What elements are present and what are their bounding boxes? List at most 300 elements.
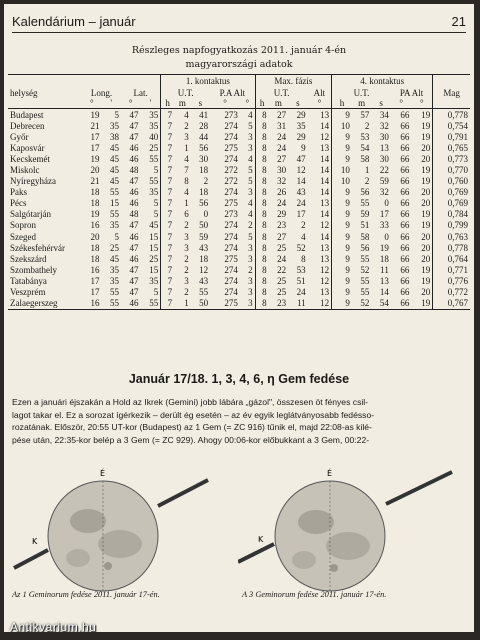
moon-diagram-left bbox=[8, 466, 232, 594]
table-cell: 3 bbox=[184, 275, 189, 286]
table-cell: 27 bbox=[277, 153, 287, 164]
table-cell: 20 bbox=[421, 142, 431, 153]
sub-header-ut-4: U.T. bbox=[332, 87, 391, 98]
table-cell: 7 bbox=[161, 187, 174, 198]
table-cell: 35 bbox=[109, 264, 119, 275]
table-row bbox=[8, 153, 470, 164]
table-cell: 0,772 bbox=[433, 287, 470, 298]
table-cell: 10 bbox=[332, 164, 352, 175]
table-cell: 48 bbox=[129, 165, 139, 176]
table-cell: 46 bbox=[129, 153, 139, 164]
unit-deg: ° bbox=[121, 98, 140, 109]
table-row bbox=[8, 131, 470, 142]
table-cell: 55 bbox=[109, 187, 119, 198]
unit-deg: ° bbox=[240, 98, 255, 109]
moon-mare bbox=[298, 510, 334, 534]
table-row bbox=[8, 287, 470, 298]
table-cell: 66 bbox=[400, 120, 410, 131]
table-cell: 7 bbox=[161, 164, 174, 175]
table-cell: 0,770 bbox=[433, 164, 470, 175]
table-cell: 18 bbox=[90, 242, 100, 253]
table-cell: 19 bbox=[421, 220, 431, 231]
table-cell: 24 bbox=[296, 198, 306, 209]
table-cell: 8 bbox=[184, 176, 189, 187]
table-cell: 20 bbox=[421, 242, 431, 253]
table-cell: 46 bbox=[129, 231, 139, 242]
table-cell: 32 bbox=[277, 176, 287, 187]
table-cell: 25 bbox=[277, 242, 287, 253]
table-cell: 4 bbox=[301, 231, 306, 242]
table-cell: 13 bbox=[320, 287, 330, 298]
table-cell: 5 bbox=[114, 231, 119, 242]
table-row bbox=[8, 220, 470, 231]
table-cell: 3 bbox=[248, 187, 253, 198]
sub-header-pa-alt-4: PA Alt bbox=[399, 87, 424, 98]
col-header-long: Long. bbox=[90, 87, 113, 98]
table-cell: 24 bbox=[277, 253, 287, 264]
table-cell: 13 bbox=[320, 198, 330, 209]
moon-crater bbox=[104, 562, 112, 570]
table-cell: 5 bbox=[248, 231, 253, 242]
paragraph-line: lagot takar el. Ez a sorozat ígérkezik – derült ég esetén – az év egyik leglátványosabb fedésso- bbox=[12, 409, 375, 420]
table-cell: 2 bbox=[184, 264, 189, 275]
table-cell: 55 bbox=[199, 287, 209, 298]
table-cell: 17 bbox=[90, 142, 100, 153]
table-cell: 14 bbox=[296, 176, 306, 187]
table-cell: 66 bbox=[400, 231, 410, 242]
table-cell: 55 bbox=[149, 153, 159, 164]
table-cell: 0,769 bbox=[433, 187, 470, 198]
table-cell: 12 bbox=[199, 264, 209, 275]
page-number: 21 bbox=[451, 14, 466, 29]
table-cell: 23 bbox=[269, 298, 288, 310]
unit-deg: ° bbox=[82, 98, 101, 109]
unit-h: h bbox=[332, 98, 352, 109]
table-cell: 9 bbox=[332, 142, 352, 153]
watermark: Antikvarium.hu bbox=[10, 620, 97, 632]
north-label: É bbox=[327, 469, 333, 478]
table-cell: 3 bbox=[248, 131, 253, 142]
table-cell: 13 bbox=[379, 142, 389, 153]
table-cell: 47 bbox=[129, 275, 139, 286]
table-cell: 9 bbox=[332, 242, 352, 253]
table-cell: 0,771 bbox=[433, 264, 470, 275]
table-cell: 0,778 bbox=[433, 109, 470, 121]
table-cell: 3 bbox=[248, 242, 253, 253]
group-header-fourth-contact: 4. kontaktus bbox=[332, 75, 433, 88]
table-cell: 35 bbox=[149, 120, 159, 131]
table-cell: 9 bbox=[332, 153, 352, 164]
table-cell: 8 bbox=[255, 264, 268, 275]
table-cell: 43 bbox=[199, 275, 209, 286]
table-cell: 8 bbox=[255, 298, 268, 310]
table-cell: 20 bbox=[421, 198, 431, 209]
table-cell-place: Debrecen bbox=[10, 120, 45, 131]
figure-caption-left: Az 1 Geminorum fedése 2011. január 17-én. bbox=[12, 590, 160, 599]
sub-header-ut-max: U.T. bbox=[255, 87, 307, 98]
table-cell: 7 bbox=[161, 287, 174, 298]
table-cell: 3 bbox=[248, 142, 253, 153]
table-cell: 2 bbox=[248, 264, 253, 275]
table-cell: 32 bbox=[379, 120, 389, 131]
table-row bbox=[8, 209, 470, 220]
moon-mare bbox=[70, 509, 106, 533]
table-cell: 40 bbox=[149, 131, 159, 142]
table-cell: 35 bbox=[109, 220, 119, 231]
table-cell: 273 bbox=[224, 209, 238, 220]
table-cell: 8 bbox=[255, 231, 268, 242]
table-cell: 13 bbox=[320, 109, 330, 120]
table-cell: 20 bbox=[421, 253, 431, 264]
table-cell-place: Szeged bbox=[10, 231, 36, 242]
table-cell: 25 bbox=[277, 275, 287, 286]
table-cell: 272 bbox=[224, 165, 238, 176]
table-cell: 275 bbox=[210, 298, 240, 310]
table-cell: 14 bbox=[320, 187, 330, 198]
table-cell: 57 bbox=[360, 109, 370, 120]
table-cell: 7 bbox=[161, 264, 174, 275]
col-header-helyseg: helység bbox=[10, 87, 38, 98]
table-cell: 55 bbox=[109, 287, 119, 298]
table-cell: 0,773 bbox=[433, 153, 470, 164]
unit-deg: ° bbox=[411, 98, 432, 109]
north-label: É bbox=[100, 469, 106, 478]
unit-min: ' bbox=[101, 98, 120, 109]
table-cell: 66 bbox=[400, 275, 410, 286]
table-cell: 8 bbox=[255, 176, 268, 187]
table-unit-row bbox=[8, 98, 470, 109]
table-cell: 2 bbox=[184, 120, 189, 131]
table-row bbox=[8, 109, 470, 121]
table-cell: 8 bbox=[255, 142, 268, 153]
table-cell: 7 bbox=[161, 298, 174, 310]
table-cell: 21 bbox=[90, 120, 100, 131]
table-cell: 14 bbox=[320, 120, 330, 131]
table-cell: 274 bbox=[224, 242, 238, 253]
table-cell: 16 bbox=[90, 220, 100, 231]
table-row bbox=[8, 275, 470, 286]
table-cell: 19 bbox=[421, 131, 431, 142]
section-paragraph bbox=[12, 396, 466, 446]
table-cell: 3 bbox=[184, 242, 189, 253]
table-cell: 55 bbox=[360, 253, 370, 264]
table-cell: 4 bbox=[184, 187, 189, 198]
unit-deg: ° bbox=[308, 98, 332, 109]
table-cell: 55 bbox=[360, 275, 370, 286]
table-cell: 13 bbox=[320, 242, 330, 253]
table-cell: 29 bbox=[296, 109, 306, 120]
moon-mare bbox=[292, 551, 316, 569]
unit-s: s bbox=[288, 98, 307, 109]
table-cell: 9 bbox=[332, 187, 352, 198]
table-cell: 19 bbox=[411, 298, 432, 310]
table-cell-place: Pécs bbox=[10, 198, 27, 209]
table-row bbox=[8, 142, 470, 153]
table-cell: 0,776 bbox=[433, 275, 470, 286]
table-cell: 47 bbox=[129, 220, 139, 231]
table-cell: 0,778 bbox=[433, 242, 470, 253]
table-cell: 22 bbox=[277, 264, 287, 275]
table-cell: 17 bbox=[90, 287, 100, 298]
table-cell: 46 bbox=[129, 187, 139, 198]
table-cell: 9 bbox=[332, 131, 352, 142]
table-cell: 54 bbox=[371, 298, 390, 310]
table-cell: 47 bbox=[296, 153, 306, 164]
table-cell: 2 bbox=[364, 120, 370, 131]
table-cell: 19 bbox=[421, 109, 431, 120]
table-cell: 10 bbox=[332, 120, 352, 131]
unit-h: h bbox=[161, 98, 174, 109]
table-cell: 18 bbox=[199, 165, 209, 176]
table-cell: 0 bbox=[203, 209, 209, 220]
table-cell: 44 bbox=[199, 131, 209, 142]
table-cell: 275 bbox=[224, 142, 238, 153]
table-caption bbox=[4, 44, 474, 72]
figure-3-gem-occultation bbox=[238, 466, 462, 606]
col-header-lat: Lat. bbox=[133, 87, 148, 98]
table-cell: 12 bbox=[320, 275, 330, 286]
table-cell: 55 bbox=[149, 176, 159, 187]
table-cell: 20 bbox=[421, 287, 431, 298]
table-cell: 66 bbox=[400, 153, 410, 164]
table-cell: 7 bbox=[161, 209, 174, 220]
table-cell: 18 bbox=[90, 198, 100, 209]
table-cell: 30 bbox=[277, 165, 287, 176]
table-body bbox=[8, 109, 470, 310]
table-cell: 19 bbox=[421, 264, 431, 275]
table-cell-place: Nyíregyháza bbox=[10, 176, 56, 187]
table-cell: 19 bbox=[421, 275, 431, 286]
unit-s: s bbox=[191, 98, 210, 109]
table-cell: 4 bbox=[248, 109, 253, 120]
table-cell: 11 bbox=[288, 298, 307, 310]
table-row bbox=[8, 231, 470, 242]
table-cell: 7 bbox=[161, 176, 174, 187]
table-cell: 1 bbox=[364, 165, 370, 176]
table-cell: 8 bbox=[255, 275, 268, 286]
table-cell: 14 bbox=[320, 231, 330, 242]
table-cell: 35 bbox=[109, 275, 119, 286]
table-cell: 59 bbox=[360, 209, 370, 220]
table-cell: 59 bbox=[379, 176, 389, 187]
moon-mare bbox=[66, 549, 90, 567]
table-cell: 45 bbox=[109, 176, 119, 187]
table-group-header-row bbox=[8, 75, 470, 88]
table-cell: 24 bbox=[277, 142, 287, 153]
table-cell: 9 bbox=[332, 275, 352, 286]
table-cell: 55 bbox=[360, 287, 370, 298]
table-cell: 0,799 bbox=[433, 220, 470, 231]
table-cell: 0,791 bbox=[433, 131, 470, 142]
table-cell-place: Budapest bbox=[10, 109, 44, 120]
table-cell: 12 bbox=[320, 220, 330, 231]
star-track-line bbox=[14, 550, 48, 568]
table-cell: 275 bbox=[224, 253, 238, 264]
table-cell: 25 bbox=[149, 142, 159, 153]
sub-header-pa-alt-1: P.A Alt bbox=[219, 87, 246, 98]
table-cell: 47 bbox=[129, 120, 139, 131]
table-cell: 1 bbox=[184, 142, 189, 153]
table-cell-place: Veszprém bbox=[10, 287, 46, 298]
table-cell: 51 bbox=[296, 275, 306, 286]
table-cell: 18 bbox=[90, 187, 100, 198]
table-cell: 273 bbox=[224, 109, 238, 120]
table-cell: 14 bbox=[379, 287, 389, 298]
table-cell: 3 bbox=[240, 298, 255, 310]
table-cell: 20 bbox=[421, 153, 431, 164]
table-cell: 19 bbox=[90, 153, 100, 164]
table-cell: 0,760 bbox=[433, 176, 470, 187]
table-cell: 9 bbox=[332, 231, 352, 242]
group-header-first-contact: 1. kontaktus bbox=[161, 75, 255, 88]
table-cell: 13 bbox=[379, 275, 389, 286]
table-cell: 24 bbox=[277, 198, 287, 209]
table-cell: 35 bbox=[149, 187, 159, 198]
table-cell: 8 bbox=[255, 164, 268, 175]
table-cell: 10 bbox=[332, 176, 352, 187]
table-cell: 7 bbox=[161, 120, 174, 131]
table-cell: 20 bbox=[421, 231, 431, 242]
table-cell: 7 bbox=[161, 142, 174, 153]
table-cell: 66 bbox=[400, 131, 410, 142]
running-head bbox=[12, 12, 466, 33]
table-cell: 55 bbox=[360, 198, 370, 209]
unit-min: ' bbox=[140, 98, 160, 109]
table-cell: 9 bbox=[332, 264, 352, 275]
eclipse-table bbox=[8, 74, 470, 310]
table-cell: 2 bbox=[184, 220, 189, 231]
table-caption-line-1: Részleges napfogyatkozás 2011. január 4-én bbox=[131, 45, 347, 56]
table-cell: 47 bbox=[129, 264, 139, 275]
table-cell: 66 bbox=[400, 264, 410, 275]
table-cell: 45 bbox=[109, 153, 119, 164]
east-label: K bbox=[258, 535, 264, 544]
table-cell: 47 bbox=[129, 287, 139, 298]
table-cell: 7 bbox=[161, 153, 174, 164]
table-cell: 66 bbox=[400, 198, 410, 209]
table-cell: 56 bbox=[199, 198, 209, 209]
table-cell: 6 bbox=[184, 209, 189, 220]
group-header-max-phase: Max. fázis bbox=[255, 75, 331, 88]
table-cell: 12 bbox=[320, 264, 330, 275]
table-cell: 19 bbox=[421, 165, 431, 176]
table-row bbox=[8, 242, 470, 253]
moon-crater bbox=[330, 564, 338, 572]
table-cell-place: Paks bbox=[10, 187, 28, 198]
table-cell: 4 bbox=[248, 153, 253, 164]
table-cell: 7 bbox=[161, 220, 174, 231]
table-cell: 59 bbox=[199, 231, 209, 242]
table-cell: 20 bbox=[90, 231, 100, 242]
table-cell: 25 bbox=[277, 287, 287, 298]
table-cell: 53 bbox=[296, 264, 306, 275]
table-cell: 12 bbox=[320, 131, 330, 142]
table-cell: 0,784 bbox=[433, 209, 470, 220]
table-cell: 45 bbox=[109, 142, 119, 153]
table-cell: 5 bbox=[114, 109, 119, 120]
table-cell: 66 bbox=[400, 142, 410, 153]
table-cell: 7 bbox=[161, 231, 174, 242]
table-caption-line-2: magyarországi adatok bbox=[185, 59, 293, 70]
figure-caption-right: A 3 Geminorum fedése 2011. január 17-én. bbox=[242, 590, 387, 599]
table-cell: 7 bbox=[161, 275, 174, 286]
star-track-line bbox=[158, 480, 208, 506]
paragraph-line: rozatának. Először, 20:55 UT-kor (Budapest) az 1 Gem (= ZC 916) tűnik el, majd 22:08-as kilé- bbox=[12, 422, 372, 433]
table-cell: 20 bbox=[90, 165, 100, 176]
table-cell: 35 bbox=[109, 120, 119, 131]
table-cell: 7 bbox=[161, 198, 174, 209]
table-cell: 0,767 bbox=[433, 298, 470, 310]
table-cell: 2 bbox=[364, 176, 370, 187]
table-cell: 47 bbox=[129, 109, 139, 120]
table-cell-place: Kecskemét bbox=[10, 153, 50, 164]
table-row bbox=[8, 264, 470, 275]
table-cell: 47 bbox=[129, 176, 139, 187]
table-cell: 47 bbox=[129, 242, 139, 253]
book-page bbox=[4, 4, 474, 632]
table-cell: 9 bbox=[332, 220, 352, 231]
table-cell: 17 bbox=[379, 209, 389, 220]
table-cell: 55 bbox=[140, 298, 160, 310]
table-cell: 275 bbox=[224, 198, 238, 209]
table-cell: 12 bbox=[296, 165, 306, 176]
table-cell: 45 bbox=[149, 220, 159, 231]
table-cell: 15 bbox=[149, 242, 159, 253]
sub-header-ut-1: U.T. bbox=[161, 87, 210, 98]
table-cell: 66 bbox=[400, 109, 410, 120]
table-cell: 48 bbox=[129, 209, 139, 220]
table-cell: 9 bbox=[332, 253, 352, 264]
table-cell: 43 bbox=[296, 187, 306, 198]
table-cell: 30 bbox=[199, 153, 209, 164]
table-row bbox=[8, 176, 470, 187]
table-cell: 17 bbox=[90, 275, 100, 286]
table-cell: 30 bbox=[379, 153, 389, 164]
table-cell: 66 bbox=[400, 187, 410, 198]
table-cell: 27 bbox=[277, 109, 287, 120]
table-cell: 66 bbox=[400, 220, 410, 231]
table-cell: 24 bbox=[277, 131, 287, 142]
moon-mare bbox=[98, 530, 142, 558]
table-cell: 8 bbox=[255, 209, 268, 220]
table-cell: 43 bbox=[199, 242, 209, 253]
moon-diagram-right bbox=[238, 466, 462, 594]
table-cell: 23 bbox=[277, 220, 287, 231]
table-cell: 15 bbox=[109, 198, 119, 209]
table-cell: 15 bbox=[149, 231, 159, 242]
table-cell: 5 bbox=[153, 198, 159, 209]
table-cell: 19 bbox=[379, 242, 389, 253]
table-cell: 19 bbox=[90, 209, 100, 220]
table-cell-place: Miskolc bbox=[10, 165, 40, 176]
table-cell: 56 bbox=[199, 142, 209, 153]
paragraph-line: Ezen a januári éjszakán a Hold az Ikrek (Gemini) jobb lábára „gázol", összesen öt fényes csil- bbox=[12, 397, 369, 407]
table-cell: 0 bbox=[384, 231, 389, 242]
table-cell: 3 bbox=[248, 275, 253, 286]
table-cell: 9 bbox=[332, 109, 352, 121]
table-cell: 3 bbox=[184, 231, 189, 242]
table-cell: 0,754 bbox=[433, 120, 470, 131]
table-cell: 18 bbox=[199, 187, 209, 198]
table-cell: 5 bbox=[248, 165, 253, 176]
table-cell: 52 bbox=[296, 242, 306, 253]
table-cell: 14 bbox=[320, 165, 330, 176]
table-cell: 4 bbox=[184, 153, 189, 164]
table-cell: 19 bbox=[421, 176, 431, 187]
table-cell: 8 bbox=[255, 198, 268, 209]
table-cell: 17 bbox=[296, 209, 306, 220]
table-cell: 274 bbox=[224, 231, 238, 242]
